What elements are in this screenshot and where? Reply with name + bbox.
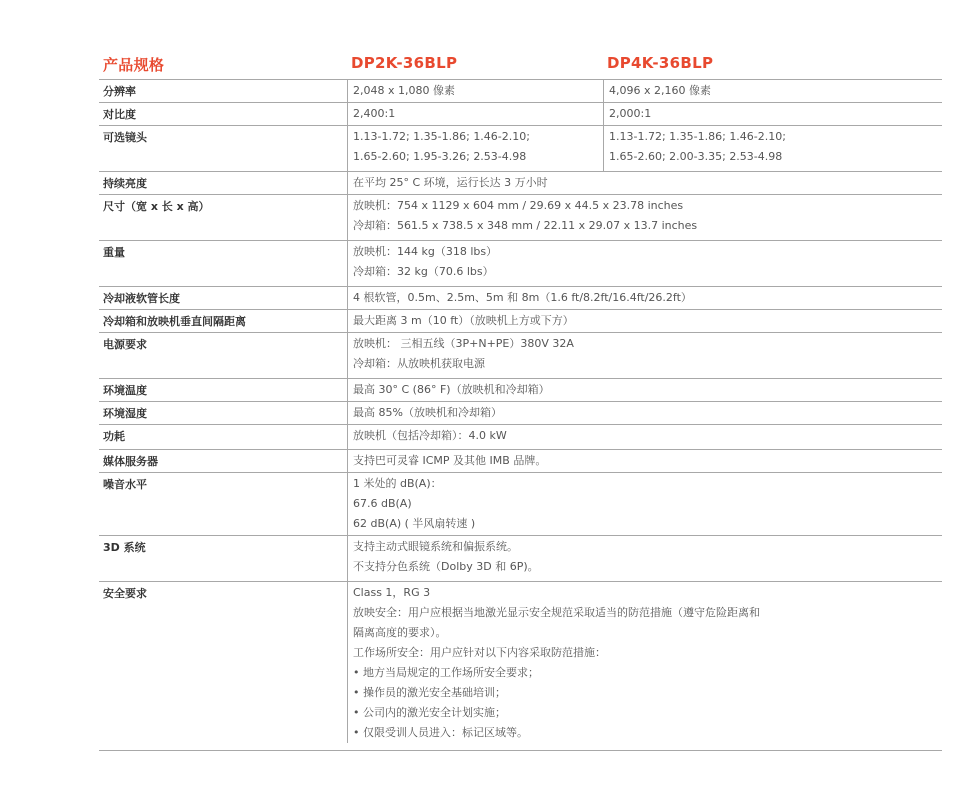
spec-value-line: 支持主动式眼镜系统和偏振系统。 [353, 540, 518, 553]
spec-label: 冷却箱和放映机垂直间隔距离 [103, 315, 246, 328]
spec-row [99, 378, 942, 401]
spec-label: 3D 系统 [103, 541, 146, 554]
spec-value-line: 支持巴可灵睿 ICMP 及其他 IMB 品牌。 [353, 454, 547, 467]
spec-value-line: 放映机：754 x 1129 x 604 mm / 29.69 x 44.5 x 23.78 inches [353, 199, 684, 212]
spec-row [99, 125, 942, 171]
spec-value-line: 隔离高度的要求）。 [353, 626, 447, 639]
spec-value-line: 4,096 x 2,160 像素 [609, 84, 711, 97]
spec-value-line: Class 1，RG 3 [353, 586, 431, 599]
spec-row [99, 102, 942, 125]
spec-value [347, 582, 942, 743]
spec-value-line: 冷却箱：32 kg（70.6 lbs） [353, 265, 494, 278]
spec-label: 持续亮度 [103, 177, 147, 190]
spec-value-line: 67.6 dB(A) [353, 497, 412, 510]
spec-value-line: • 公司内的激光安全计划实施； [353, 706, 506, 719]
spec-value-line: 1 米处的 dB(A)： [353, 477, 442, 490]
spec-label: 环境温度 [103, 384, 147, 397]
spec-value-line: 2,400:1 [353, 107, 396, 120]
spec-row [99, 171, 942, 194]
spec-value-dp2k [347, 126, 603, 171]
spec-section-title: 产品规格 [103, 56, 165, 74]
spec-value [347, 402, 942, 424]
spec-value-line: 放映机（包括冷却箱）：4.0 kW [353, 429, 507, 442]
spec-value [347, 287, 942, 309]
spec-header [99, 50, 942, 79]
spec-label: 安全要求 [103, 587, 147, 600]
spec-value-dp2k [347, 103, 603, 125]
spec-value [347, 333, 942, 378]
spec-row [99, 449, 942, 472]
spec-label: 媒体服务器 [103, 455, 158, 468]
spec-value-line: • 地方当局规定的工作场所安全要求； [353, 666, 539, 679]
spec-value-line: 放映机： 三相五线（3P+N+PE）380V 32A [353, 337, 574, 350]
spec-value-line: 1.13-1.72; 1.35-1.86; 1.46-2.10; [609, 130, 786, 143]
spec-table [99, 79, 942, 751]
spec-value-line: 1.13-1.72; 1.35-1.86; 1.46-2.10; [353, 130, 530, 143]
spec-row [99, 286, 942, 309]
spec-value-line: 放映安全：用户应根据当地激光显示安全规范采取适当的防范措施（遵守危险距离和 [353, 606, 760, 619]
spec-value [347, 379, 942, 401]
spec-value-line: 放映机：144 kg（318 lbs） [353, 245, 498, 258]
spec-value-dp4k [603, 126, 942, 171]
spec-value [347, 241, 942, 286]
spec-value-dp2k [347, 80, 603, 102]
spec-row [99, 424, 942, 449]
spec-row [99, 472, 942, 535]
spec-row [99, 240, 942, 286]
spec-value-line: 最大距离 3 m（10 ft）（放映机上方或下方） [353, 314, 574, 327]
spec-row [99, 401, 942, 424]
spec-value-line: • 仅限受训人员进入：标记区域等。 [353, 726, 528, 739]
spec-label: 功耗 [103, 430, 125, 443]
spec-row [99, 194, 942, 240]
spec-label: 可选镜头 [103, 131, 147, 144]
spec-value-line: 2,048 x 1,080 像素 [353, 84, 455, 97]
spec-label: 对比度 [103, 108, 136, 121]
spec-value-line: 工作场所安全：用户应针对以下内容采取防范措施： [353, 646, 606, 659]
spec-label: 噪音水平 [103, 478, 147, 491]
spec-label: 尺寸（宽 x 长 x 高） [103, 200, 210, 213]
spec-value-line: 最高 30° C (86° F)（放映机和冷却箱） [353, 383, 550, 396]
model-name-dp2k: DP2K-36BLP [351, 54, 458, 72]
spec-value-line: 62 dB(A) ( 半风扇转速 ) [353, 517, 476, 530]
spec-value [347, 425, 942, 449]
spec-label: 环境湿度 [103, 407, 147, 420]
spec-value-line: 冷却箱：561.5 x 738.5 x 348 mm / 22.11 x 29.07 x 13.7 inches [353, 219, 698, 232]
spec-value-line: 4 根软管，0.5m、2.5m、5m 和 8m（1.6 ft/8.2ft/16.4ft/26.2ft） [353, 291, 692, 304]
spec-value-dp4k [603, 103, 942, 125]
spec-value [347, 195, 942, 240]
spec-value-line: 2,000:1 [609, 107, 652, 120]
spec-value [347, 172, 942, 194]
spec-label: 电源要求 [103, 338, 147, 351]
spec-row [99, 332, 942, 378]
spec-value-line: 不支持分色系统（Dolby 3D 和 6P)。 [353, 560, 539, 573]
spec-value-line: 在平均 25° C 环境，运行长达 3 万小时 [353, 176, 548, 189]
spec-value-line: • 操作员的激光安全基础培训； [353, 686, 506, 699]
spec-row [99, 309, 942, 332]
spec-value [347, 310, 942, 332]
spec-value [347, 473, 942, 535]
spec-sheet [99, 50, 942, 751]
spec-row [99, 581, 942, 751]
spec-label: 分辨率 [103, 85, 136, 98]
spec-value-line: 1.65-2.60; 2.00-3.35; 2.53-4.98 [609, 150, 783, 163]
spec-label: 重量 [103, 246, 125, 259]
spec-value-line: 最高 85%（放映机和冷却箱） [353, 406, 502, 419]
spec-label: 冷却液软管长度 [103, 292, 180, 305]
spec-value [347, 536, 942, 581]
spec-value-line: 冷却箱：从放映机获取电源 [353, 357, 485, 370]
model-name-dp4k: DP4K-36BLP [607, 54, 714, 72]
spec-value-dp4k [603, 80, 942, 102]
spec-value-line: 1.65-2.60; 1.95-3.26; 2.53-4.98 [353, 150, 527, 163]
spec-row [99, 535, 942, 581]
spec-value [347, 450, 942, 472]
spec-row [99, 79, 942, 102]
